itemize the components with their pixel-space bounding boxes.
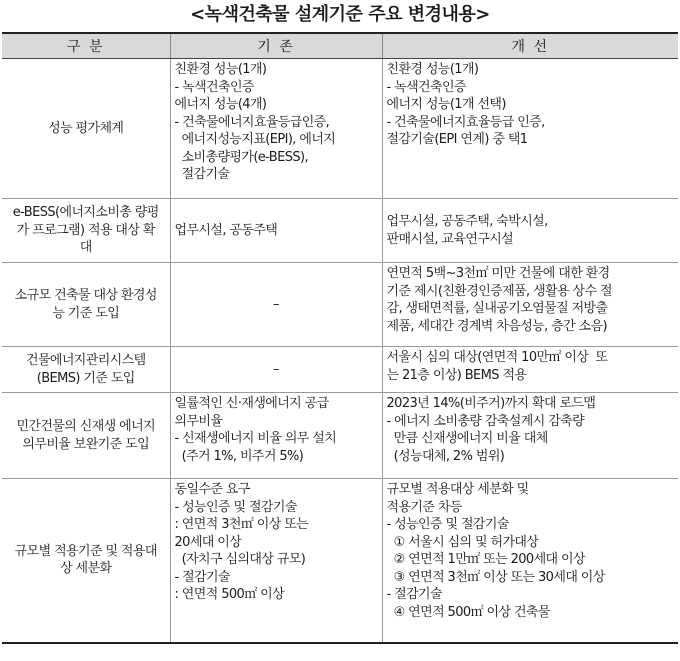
row-existing [170, 393, 382, 479]
improved-line: 기준 제시(친환경인증제품, 생활용 상수 절 [386, 283, 612, 299]
row-category: 성능 평가체계 [2, 59, 170, 199]
table-row [2, 59, 678, 199]
header-row [2, 33, 678, 59]
existing-line: 의무비율 [174, 413, 223, 429]
row-improved [382, 347, 678, 393]
improved-line: 연면적 5백~3천㎡ 미만 건물에 대한 환경 [386, 266, 610, 281]
existing-line: 에너지성능지표(EPI), 에너지 [174, 132, 336, 147]
row-existing [170, 263, 382, 347]
improved-line: 적용기준 차등 [386, 499, 462, 515]
row-category: 규모별 적용기준 및 적용대상 세분화 [2, 479, 170, 643]
row-existing [170, 347, 382, 393]
table-row [2, 199, 678, 263]
existing-line: - 녹색건축인증 [174, 79, 254, 95]
existing-line: - 절감기술 [174, 569, 230, 585]
row-category: e-BESS(에너지소비총 량평가 프로그램) 적용 대상 확대 [2, 199, 170, 263]
improved-line: 규모별 적용대상 세분화 및 [386, 482, 529, 497]
existing-line: 에너지 성능(4개) [174, 97, 267, 112]
table-row [2, 479, 678, 643]
improved-line: 만큼 신재생에너지 비율 대체 [386, 431, 548, 446]
improved-line: 는 21층 이상) BEMS 적용 [386, 367, 527, 383]
existing-line: – [273, 296, 279, 312]
row-existing [170, 479, 382, 643]
existing-line: 동일수준 요구 [174, 482, 250, 497]
row-improved [382, 263, 678, 347]
improved-line: ① 서울시 심의 및 허가대상 [386, 534, 539, 550]
row-improved [382, 393, 678, 479]
row-improved [382, 199, 678, 263]
row-improved [382, 479, 678, 643]
table-row [2, 393, 678, 479]
row-existing [170, 199, 382, 263]
improved-line: - 녹색건축인증 [386, 79, 466, 95]
improved-line: ③ 연면적 3천㎡ 이상 또는 30세대 이상 [386, 569, 605, 585]
existing-line: 일률적인 신·재생에너지 공급 [174, 396, 329, 411]
existing-line: 절감기술 [174, 167, 230, 182]
improved-line: - 성능인증 및 절감기술 [386, 517, 509, 532]
existing-line: – [273, 361, 279, 377]
comparison-table [2, 32, 678, 644]
header-existing: 기 존 [170, 33, 382, 59]
improved-line: 판매시설, 교육연구시설 [386, 231, 514, 247]
improved-line: 제품, 세대간 경계벽 차음성능, 층간 소음) [386, 318, 608, 334]
improved-line: - 절감기술 [386, 587, 442, 602]
existing-line: 친환경 성능(1개) [174, 62, 267, 77]
existing-line: (자치구 심의대상 규모) [174, 552, 306, 567]
table-row [2, 263, 678, 347]
header-improved: 개 선 [382, 33, 678, 59]
existing-line: 20세대 이상 [174, 534, 242, 550]
row-improved [382, 59, 678, 199]
improved-line: - 건축물에너지효율등급 인증, [386, 114, 545, 130]
existing-line: : 연면적 500㎡ 이상 [174, 587, 285, 602]
existing-line: : 연면적 3천㎡ 이상 또는 [174, 517, 309, 532]
header-category: 구 분 [2, 33, 170, 59]
existing-line: - 신재생에너지 비율 의무 설치 [174, 431, 337, 446]
row-existing [170, 59, 382, 199]
improved-line: 업무시설, 공동주택, 숙박시설, [386, 214, 548, 229]
existing-line: 소비총량평가(e-BESS), [174, 149, 309, 165]
improved-line: ④ 연면적 500㎡ 이상 건축물 [386, 604, 550, 620]
existing-line: (주거 1%, 비주거 5%) [174, 448, 304, 464]
existing-line: - 성능인증 및 절감기술 [174, 499, 297, 515]
improved-line: 에너지 성능(1개 선택) [386, 97, 506, 112]
row-category: 건물에너지관리시스템 (BEMS) 기준 도입 [2, 347, 170, 393]
improved-line: 서울시 심의 대상(연면적 10만㎡ 이상 또 [386, 350, 608, 365]
row-category: 소규모 건축물 대상 환경성능 기준 도입 [2, 263, 170, 347]
row-category: 민간건물의 신재생 에너지 의무비율 보완기준 도입 [2, 393, 170, 479]
improved-line: (성능대체, 2% 범위) [386, 448, 505, 464]
improved-line: 감, 생태면적률, 실내공기오염물질 저방출 [386, 301, 608, 316]
improved-line: 친환경 성능(1개) [386, 62, 479, 77]
improved-line: - 에너지 소비총량 감축설계시 감축량 [386, 413, 585, 429]
existing-line: 업무시설, 공동주택 [174, 222, 278, 238]
existing-line: - 건축물에너지효율등급인증, [174, 114, 330, 130]
improved-line: ② 연면적 1만㎡ 또는 200세대 이상 [386, 552, 585, 567]
document-title: <녹색건축물 설계기준 주요 변경내용> [190, 4, 490, 25]
improved-line: 절감기술(EPI 연계) 중 택1 [386, 132, 528, 147]
improved-line: 2023년 14%(비주거)까지 확대 로드맵 [386, 396, 596, 411]
table-row [2, 347, 678, 393]
